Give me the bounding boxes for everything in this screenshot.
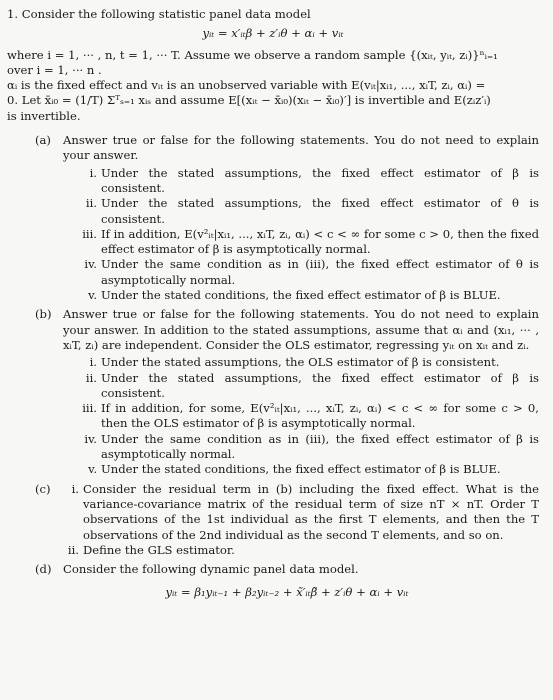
item-label: iii.: [82, 401, 97, 416]
part-label: (a): [35, 133, 51, 148]
part-c: [35, 482, 539, 558]
part-text: Consider the following dynamic panel data model.: [63, 562, 359, 577]
item-label: iv.: [84, 431, 97, 446]
statement-list: [35, 166, 539, 304]
item-label: iii.: [82, 226, 97, 241]
part-b: [35, 307, 539, 477]
item-text: If in addition, E(v²ᵢₜ|xᵢ₁, ..., xᵢT, zᵢ, αᵢ) < c < ∞ for some c > 0, then the fixed effect estimator of β is asymptotically normal.: [101, 226, 539, 257]
list-item: [81, 196, 539, 227]
list-item: [81, 257, 539, 288]
item-label: v.: [88, 462, 97, 477]
list-item: [81, 166, 539, 197]
item-text: Under the stated conditions, the fixed effect estimator of β is BLUE.: [101, 288, 501, 303]
item-text: If in addition, for some, E(v²ᵢₜ|xᵢ₁, ..., xᵢT, zᵢ, αᵢ) < c < ∞ for some c > 0, then the OLS estimator of β is asymptotically normal.: [101, 401, 539, 431]
item-text: Under the stated assumptions, the fixed effect estimator of β is consistent.: [101, 165, 539, 195]
intro-line: 0. Let x̄ᵢ₀ = (1/T) Σᵀₛ₌₁ xᵢₛ and assume E[(xᵢₜ − x̄ᵢ₀)(xᵢₜ − x̄ᵢ₀)′] is invertible and E(zᵢz′ᵢ): [7, 93, 491, 108]
statement-list: [35, 355, 539, 477]
part-label: (c): [35, 481, 51, 496]
sub-questions: [35, 133, 539, 601]
item-text: Under the same condition as in (iii), the fixed effect estimator of β is asymptotically normal.: [101, 431, 539, 462]
list-item: [81, 355, 539, 370]
item-text: Under the stated conditions, the fixed effect estimator of β is BLUE.: [101, 462, 501, 477]
item-text: Under the stated assumptions, the fixed effect estimator of β is consistent.: [101, 370, 539, 400]
part-text: Answer true or false for the following statements. You do not need to explain your answer.: [63, 133, 539, 163]
intro-line: αᵢ is the fixed effect and vᵢₜ is an unobserved variable with E(vᵢₜ|xᵢ₁, ..., xᵢT, zᵢ, αᵢ) =: [7, 78, 486, 93]
item-text: Consider the residual term in (b) including the fixed effect. What is the variance-covariance matrix of the residual term of size nT × nT. Order T observations of the 1st individual as the first T elements, and then the T observations of the 2nd individual as the second T elements, and so on.: [83, 481, 539, 542]
part-a: [35, 133, 539, 303]
assumptions-paragraph: [7, 48, 539, 124]
list-item: [81, 401, 539, 432]
item-label: ii.: [85, 370, 97, 385]
intro-line: over i = 1, ··· n .: [7, 62, 102, 77]
question-title: 1. Consider the following statistic panel data model: [7, 7, 311, 21]
list-item: [81, 227, 539, 258]
part-text: Answer true or false for the following statements. You do not need to explain your answer. In addition to the stated assumptions, assume that αᵢ and (xᵢ₁, ··· , xᵢT, zᵢ) are independent. Consider the OLS estimator, regressing yᵢₜ on xᵢₜ and zᵢ.: [63, 307, 539, 352]
list-item: [63, 543, 539, 558]
item-label: ii.: [85, 196, 97, 211]
part-label: (b): [35, 307, 52, 322]
intro-line: is invertible.: [7, 108, 81, 123]
part-d: [35, 562, 539, 601]
item-text: Under the same condition as in (iii), the fixed effect estimator of θ is asymptotically normal.: [101, 257, 539, 287]
item-text: Under the stated assumptions, the fixed effect estimator of θ is consistent.: [101, 196, 539, 226]
statement-list: [35, 482, 539, 558]
list-item: [81, 462, 539, 477]
item-label: i.: [71, 481, 79, 496]
list-item: [81, 288, 539, 303]
list-item: [35, 482, 539, 543]
part-label: (d): [35, 562, 52, 577]
model-equation: yᵢₜ = x′ᵢₜβ + z′ᵢθ + αᵢ + vᵢₜ: [202, 26, 344, 41]
list-item: [81, 432, 539, 463]
item-text: Define the GLS estimator.: [83, 542, 235, 557]
item-label: i.: [89, 355, 97, 370]
item-label: v.: [88, 288, 97, 303]
item-label: ii.: [67, 542, 79, 557]
list-item: [81, 371, 539, 402]
item-label: i.: [89, 165, 97, 180]
dynamic-model-equation: yᵢₜ = β₁yᵢₜ₋₁ + β₂yᵢₜ₋₂ + x̃′ᵢₜβ̃ + z′ᵢθ + αᵢ + vᵢₜ: [165, 585, 409, 600]
item-text: Under the stated assumptions, the OLS estimator of β is consistent.: [101, 355, 500, 370]
intro-line: where i = 1, ··· , n, t = 1, ··· T. Assume we observe a random sample {(xᵢₜ, yᵢₜ, zᵢ)}ⁿᵢ₌₁: [7, 47, 498, 62]
item-label: iv.: [84, 257, 97, 272]
